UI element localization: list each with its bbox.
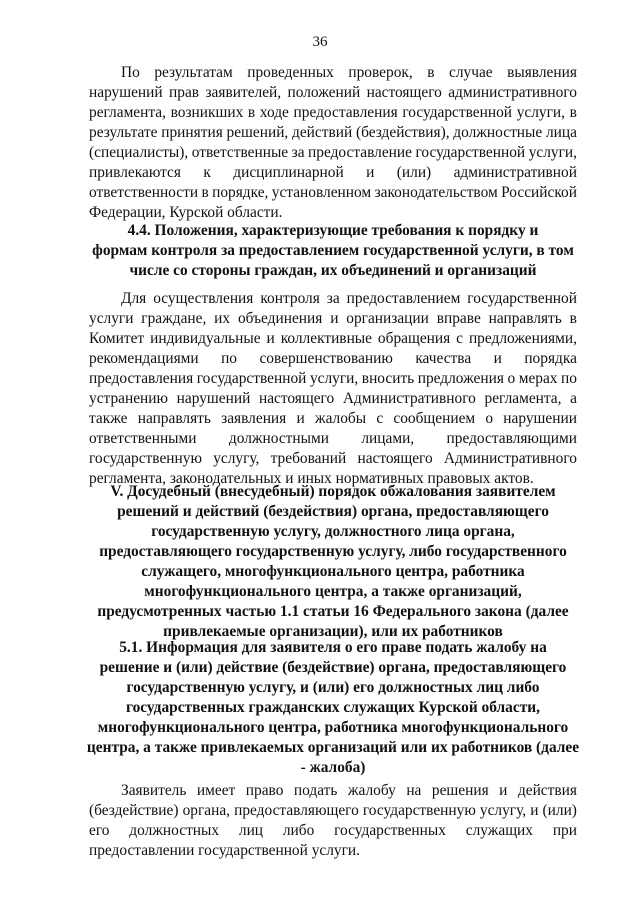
text-line: привлекаемые организации), или их работников (163, 623, 503, 640)
text-line: ответственности в порядке, установленном законодательством Российской (89, 184, 577, 201)
text-line: многофункционального центра, а также организаций, (144, 583, 522, 600)
text-line: результате принятия решений, действий (бездействия), должностные лица (89, 124, 577, 141)
paragraph-complaint-right (89, 781, 577, 861)
text-line: многофункционального центра, работника многофункционального (97, 719, 569, 736)
text-line: привлекаются к дисциплинарной и (или) административной (89, 164, 577, 181)
text-line: его должностных лиц либо государственных служащих при (89, 822, 577, 839)
text-line: государственную услугу, и (или) его должностных лиц либо (126, 679, 540, 696)
heading-section-4-4 (89, 221, 577, 281)
page-number: 36 (312, 34, 328, 50)
text-line: государственных гражданских служащих Курской области, (126, 699, 540, 716)
text-line: государственную услугу, требований настоящего Административного (89, 450, 577, 467)
text-line: Федерации, Курской области. (89, 204, 283, 221)
text-line: служащего, многофункционального центра, работника (141, 563, 525, 580)
text-line: устранению нарушений настоящего Административного регламента, а (89, 390, 577, 407)
text-line: предусмотренных частью 1.1 статьи 16 Федерального закона (далее (97, 603, 569, 620)
text-line: Заявитель имеет право подать жалобу на решения и действия (121, 782, 577, 799)
text-line: V. Досудебный (внесудебный) порядок обжалования заявителем (110, 483, 556, 500)
text-line: (специалисты), ответственные за предоставление государственной услуги, (89, 144, 577, 161)
text-line: нарушений прав заявителей, положений настоящего административного (89, 84, 577, 101)
text-line: также направлять заявления и жалобы с сообщением о нарушении (89, 410, 577, 427)
text-line: По результатам проведенных проверок, в случае выявления (121, 64, 577, 81)
text-line: регламента, возникших в ходе предоставления государственной услуги, в (89, 104, 577, 121)
text-line: рекомендациями по совершенствованию качества и порядка (89, 350, 577, 367)
heading-section-v (89, 482, 577, 642)
text-line: (бездействие) органа, предоставляющего государственную услугу, и (или) (89, 802, 577, 819)
paragraph-citizen-control (89, 289, 577, 489)
text-line: центра, а также привлекаемых организаций или их работников (далее (86, 739, 580, 756)
text-line: государственную услугу, должностного лица органа, (151, 523, 515, 540)
text-line: ответственными должностными лицами, предоставляющими (89, 430, 577, 447)
text-line: предоставления государственной услуги, вносить предложения о мерах по (89, 370, 577, 387)
text-line: предоставляющего государственную услугу, либо государственного (99, 543, 567, 560)
text-line: услуги граждане, их объединения и организации вправе направлять в (89, 310, 577, 327)
paragraph-inspection-results (89, 63, 577, 223)
text-line: - жалоба) (300, 759, 366, 776)
text-line: 5.1. Информация для заявителя о его праве подать жалобу на (119, 639, 547, 656)
text-line: Комитет индивидуальные и коллективные обращения с предложениями, (89, 330, 577, 347)
text-line: регламента, законодательных и иных нормативных правовых актов. (89, 470, 534, 487)
text-line: решение и (или) действие (бездействие) органа, предоставляющего (99, 659, 567, 676)
text-line: 4.4. Положения, характеризующие требования к порядку и (127, 222, 539, 239)
text-line: предоставлении государственной услуги. (89, 842, 361, 859)
text-line: числе со стороны граждан, их объединений и организаций (129, 262, 537, 279)
text-line: Для осуществления контроля за предоставлением государственной (121, 290, 577, 307)
text-line: решений и действий (бездействия) органа, предоставляющего (117, 503, 549, 520)
text-line: формам контроля за предоставлением государственной услуги, в том (92, 242, 574, 259)
heading-section-5-1 (86, 638, 580, 778)
